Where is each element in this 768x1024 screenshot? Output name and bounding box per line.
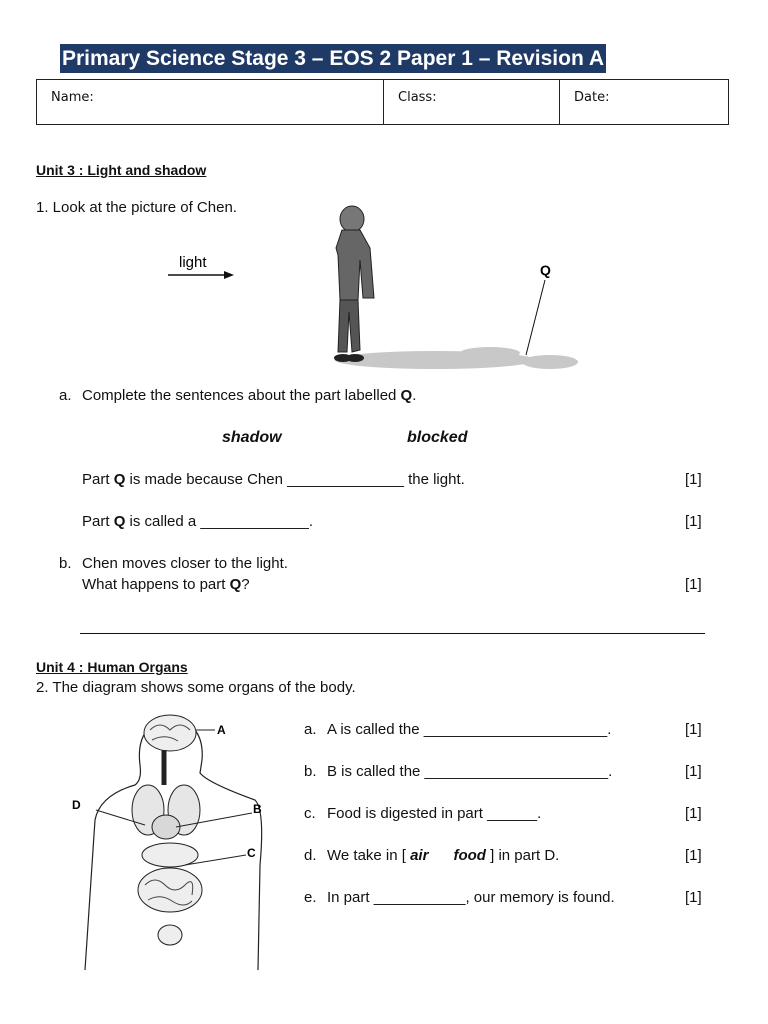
q2e-text: In part ___________, our memory is found. [327,889,615,906]
part-a-instruction: Complete the sentences about the part labelled Q. [82,387,417,404]
liver-stomach-icon [142,843,198,867]
q2e-marker: e. [304,889,317,906]
word-option-shadow: shadow [222,429,282,446]
date-label: Date: [574,90,610,105]
part-b-line2: What happens to part Q? [82,576,250,593]
label-b: B [253,802,262,816]
name-label: Name: [51,90,94,105]
mark-s1: [1] [685,471,702,488]
q2c-marker: c. [304,805,316,822]
heart-icon [152,815,180,839]
body-outline-right [139,717,261,970]
label-a: A [217,723,226,737]
human-organs-figure [60,705,275,975]
mark-2b: [1] [685,763,702,780]
unit3-heading: Unit 3 : Light and shadow [36,162,207,178]
q2a-text: A is called the ______________________. [327,721,612,738]
question-2: 2. The diagram shows some organs of the body. [36,679,356,696]
intestines-icon [138,868,202,912]
q2d-text: We take in [ air food ] in part D. [327,847,560,864]
body-outline-left [85,765,140,970]
mark-2a: [1] [685,721,702,738]
shadow [335,347,578,369]
class-label: Class: [398,90,437,105]
unit4-heading: Unit 4 : Human Organs [36,659,188,675]
date-field[interactable] [560,80,730,124]
chen-boy-icon [334,206,374,362]
part-b-marker: b. [59,555,72,572]
option-food: food [453,847,486,864]
answer-line-b[interactable] [80,633,705,634]
part-b-line1: Chen moves closer to the light. [82,555,288,572]
word-option-blocked: blocked [407,429,468,446]
q2b-text: B is called the ______________________. [327,763,613,780]
mark-2c: [1] [685,805,702,822]
mark-2d: [1] [685,847,702,864]
q2a-marker: a. [304,721,317,738]
mark-b: [1] [685,576,702,593]
brain-icon [144,715,196,751]
part-a-marker: a. [59,387,72,404]
sentence-1: Part Q is made because Chen ______________ the light. [82,471,465,488]
question-1: 1. Look at the picture of Chen. [36,199,237,216]
label-c: C [247,846,256,860]
option-air: air [410,847,429,864]
label-d: D [72,798,81,812]
q2b-marker: b. [304,763,317,780]
arrow-head-icon [224,271,234,279]
mark-s2: [1] [685,513,702,530]
page-title: Primary Science Stage 3 – EOS 2 Paper 1 – Revision A [60,44,606,73]
sentence-2: Part Q is called a _____________. [82,513,314,530]
class-field[interactable] [384,80,560,124]
q2d-marker: d. [304,847,317,864]
chen-shadow-figure [160,200,590,375]
label-q: Q [540,262,551,278]
name-field[interactable] [37,80,384,124]
student-info-table [36,79,729,125]
light-label: light [179,254,207,271]
q2c-text: Food is digested in part ______. [327,805,542,822]
mark-2e: [1] [685,889,702,906]
bladder-icon [158,925,182,945]
q-pointer-line [526,280,545,355]
